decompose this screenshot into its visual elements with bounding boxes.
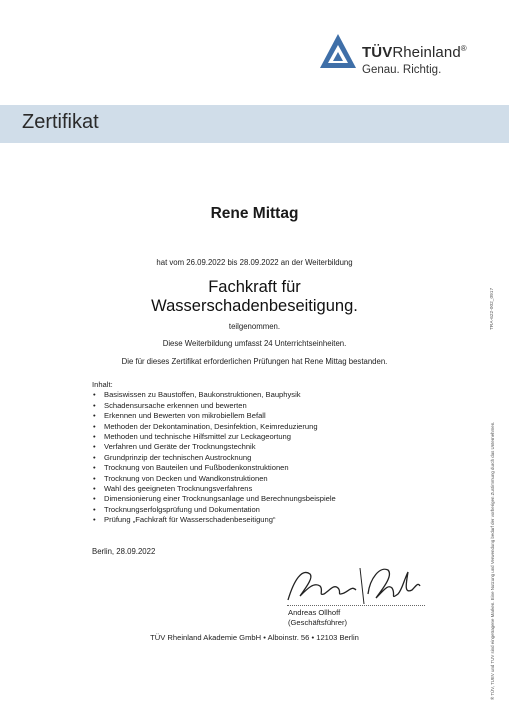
recipient-name: Rene Mittag xyxy=(210,205,299,222)
list-item: • Trocknung von Decken und Wandkonstruktionen xyxy=(92,474,336,484)
list-item: • Trocknungserfolgsprüfung und Dokumentation xyxy=(92,505,336,515)
triangle-logo-icon xyxy=(318,32,358,72)
signature-line xyxy=(287,605,425,606)
document-title: Zertifikat xyxy=(22,111,99,133)
footer-address: TÜV Rheinland Akademie GmbH • Alboinstr. 56 • 12103 Berlin xyxy=(150,633,359,642)
units-text: Diese Weiterbildung umfasst 24 Unterrichtseinheiten. xyxy=(162,339,347,348)
course-title-line-1: Fachkraft für xyxy=(208,278,301,296)
brand-name-rest: Rheinland xyxy=(392,44,461,61)
brand-name xyxy=(362,44,467,61)
contents-list xyxy=(92,390,336,525)
contents-label: Inhalt: xyxy=(92,380,113,389)
place-date: Berlin, 28.09.2022 xyxy=(92,547,156,556)
participated-text: teilgenommen. xyxy=(228,322,281,331)
course-title-line-2: Wasserschadenbeseitigung. xyxy=(151,297,358,315)
course-title xyxy=(0,278,509,316)
side-trademark-note: ® TÜV, TUEV und TUV sind eingetragene Marken. Eine Nutzung und Verwendung bedarf der vorherigen Zustimmung durch das Unternehmen. xyxy=(490,421,495,700)
list-item: • Schadensursache erkennen und bewerten xyxy=(92,401,336,411)
handwritten-signature xyxy=(284,560,424,608)
registered-mark: ® xyxy=(460,44,467,53)
signatory-name: Andreas Ollhoff xyxy=(288,608,341,617)
list-item: • Trocknung von Bauteilen und Fußbodenkonstruktionen xyxy=(92,463,336,473)
side-document-code: TRA-622-002_0917 xyxy=(490,287,495,330)
signatory-role: (Geschäftsführer) xyxy=(288,618,348,627)
brand-tagline: Genau. Richtig. xyxy=(362,64,442,76)
list-item: • Methoden und technische Hilfsmittel zur Leckageortung xyxy=(92,432,336,442)
list-item: • Wahl des geeigneten Trocknungsverfahrens xyxy=(92,484,336,494)
list-item: • Verfahren und Geräte der Trocknungstechnik xyxy=(92,442,336,452)
tuv-rheinland-logo xyxy=(318,32,493,80)
list-item: • Dimensionierung einer Trocknungsanlage und Berechnungsbeispiele xyxy=(92,494,336,504)
list-item: • Basiswissen zu Baustoffen, Baukonstruktionen, Bauphysik xyxy=(92,390,336,400)
brand-name-bold: TÜV xyxy=(362,44,393,61)
exam-text: Die für dieses Zertifikat erforderlichen Prüfungen hat Rene Mittag bestanden. xyxy=(121,357,388,366)
list-item: • Grundprinzip der technischen Austrocknung xyxy=(92,453,336,463)
list-item: • Methoden der Dekontamination, Desinfektion, Keimreduzierung xyxy=(92,422,336,432)
list-item: • Prüfung „Fachkraft für Wasserschadenbeseitigung“ xyxy=(92,515,336,525)
list-item: • Erkennen und Bewerten von mikrobiellem Befall xyxy=(92,411,336,421)
intro-text: hat vom 26.09.2022 bis 28.09.2022 an der Weiterbildung xyxy=(156,258,353,267)
contents-section xyxy=(92,380,336,526)
